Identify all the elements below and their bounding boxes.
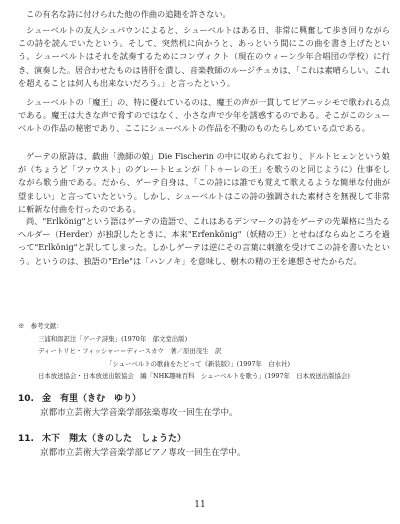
author-name: 金 有里（きむ ゆり）: [42, 394, 142, 404]
paragraph-intro: この有名な詩に付けられた他の作曲の追随を許さない。: [26, 9, 231, 19]
author-number: 11.: [18, 434, 34, 444]
author-affiliation: 京都市立芸術大学音楽学部弦楽専攻一回生在学中。: [40, 408, 238, 418]
author-entry: [18, 392, 378, 420]
author-name: 木下 翔太（きのした しょうた）: [42, 434, 187, 444]
reference-item: 日本放送協会・日本放送出版協会 編「NHK趣味百科 シューベルトを歌う」(1997年 日本放送出版協会): [38, 372, 350, 380]
author-number: 10.: [18, 394, 34, 404]
reference-item: 「シューベルトの歌曲をたどって《新装版》」(1997年 白水社): [106, 359, 290, 368]
paragraph-spaun-anecdote: シューベルトの友人シュパウンによると、シューベルトはある日、非常に興奮して歩き回りながらこの詩を読んでいたという。そして、突然机に向かうと、あっという間にこの曲を書き上げたという。シューベルトはそれを試奏するためにコンヴィクト（現在のウィーン少年合唱団の学校）に行き、演奏した。居合わせたものは皆肝を潰し、音楽教師のルージチュカは、「これは素晴らしい。これを超えることは何人も出来ないだろう。」と言ったという。: [18, 25, 390, 88]
author-entry: [18, 432, 378, 460]
paragraph-goethe-original: ゲーテの原詩は、戯曲「漁師の娘」Die Fischerin の中に収められており、ドルトヒェンという娘が（ちょうど「ファウスト」のグレートヒェンが「トゥーレの王」を歌うのと同じように）仕事をしながら歌う曲である。だから、ゲーテ自身は、「この詩には誰でも覚えて歌えるような簡単な付曲が望ましい」と言っていたという。しかし、シューベルトはこの詩の強調された素材さを無視して非常に斬新な付曲を行ったのである。: [18, 151, 390, 214]
references-section: [18, 320, 390, 383]
page-number: 11: [194, 500, 206, 510]
reference-item: 三浦和郎訳注「ゲーテ詩集」(1970年 郁文堂出版): [38, 334, 188, 343]
paragraph-erlking-voice: シューベルトの「魔王」の、特に優れているのは、魔王の声が一貫してピアニッシモで歌われる点である。魔王は大きな声で脅すのではなく、小さな声で少年を誘惑するのである。そこがこのシューベルトの作品の秘密であり、ここにシューベルトの作品を不動のものたらしめている点である。: [18, 97, 390, 134]
paragraph-erlkonig-etymology: 尚、"Erlkönig"という語はゲーテの造語で、これはあるデンマークの詩をゲーテの先輩格に当たるヘルダー（Herder）が独訳したときに、本来"Erfenkönig"（妖精の王）とせねばならぬところを過って"Erlkönig"と訳してしまった。しかしゲーテは逆にその言葉に刺激を受けてこの詩を書いたという。というのは、独語の"Erle"は「ハンノキ」を意味し、樹木の精の王を連想させたからだ。: [18, 216, 390, 266]
author-affiliation: 京都市立芸術大学音楽学部ピアノ専攻一回生在学中。: [40, 448, 246, 458]
references-heading: ※ 参考文献：: [18, 322, 63, 330]
reference-item: ディートリヒ・フィッシャー＝ディースカウ 著／原田茂生 訳: [38, 347, 222, 355]
